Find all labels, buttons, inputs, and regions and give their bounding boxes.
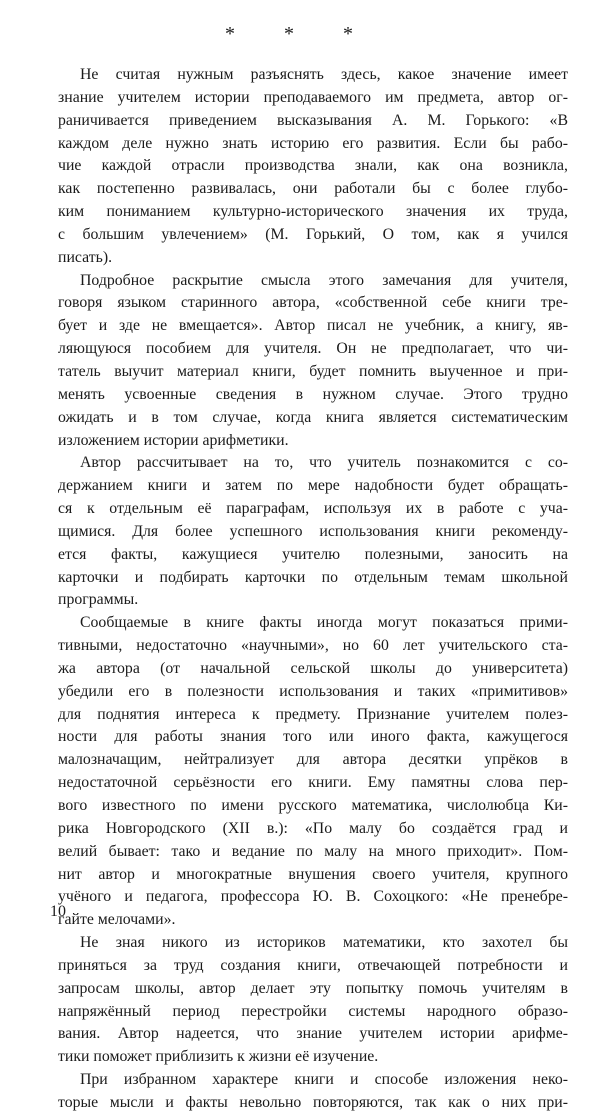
text-line: тивными, недостаточно «научными», но 60 лет учительского ста- (58, 637, 568, 655)
text-line: Сообщаемые в книге факты иногда могут показаться прими- (80, 614, 568, 632)
text-line: говоря языком старинного автора, «собственной себе книги тре- (58, 294, 568, 312)
text-line: Автор рассчитывает на то, что учитель познакомится с со- (80, 454, 568, 472)
text-line: знание учителем истории преподаваемого им предмета, автор ог- (58, 88, 568, 106)
text-line: недостаточной серьёзности его книги. Ему памятны слова пер- (58, 774, 568, 792)
text-line: запросам школы, автор делает эту попытку помочь учителям в (58, 979, 568, 997)
text-line: раничивается приведением высказывания А. М. Горького: «В (58, 111, 568, 129)
text-line: напряжённый период перестройки системы народного образо- (58, 1002, 568, 1020)
text-line: для поднятия интереса к предмету. Признание учителем полез- (58, 705, 568, 723)
text-line: ся к отдельным её параграфам, используя их в работе с уча- (58, 500, 568, 518)
text-line: гайте мелочами». (58, 911, 176, 929)
text-line: Подробное раскрытие смысла этого замечания для учителя, (80, 271, 568, 289)
text-line: ким пониманием культурно-исторического значения их труда, (58, 203, 568, 221)
text-line: бует и зде не вмещается». Автор писал не учебник, а книгу, яв- (58, 317, 568, 335)
text-line: малозначащим, нейтрализует для автора десятки упрёков в (58, 751, 568, 769)
text-line: тики поможет приблизить к жизни её изучение. (58, 1048, 379, 1066)
text-line: вания. Автор надеется, что знание учителем истории арифме- (58, 1025, 568, 1043)
text-line: учёного и педагога, профессора Ю. В. Сохоцкого: «Не пренебре- (58, 888, 568, 906)
text-line: Не зная никого из историков математики, кто захотел бы (80, 934, 568, 952)
text-line: жа автора (от начальной сельской школы до университета) (58, 659, 568, 677)
text-line: ожидать и в том случае, когда книга является систематическим (58, 408, 568, 426)
text-line: нит автор и многократные внушения своего учителя, крупного (58, 865, 568, 883)
text-line: рика Новгородского (XII в.): «По малу бо создаётся град и (58, 819, 568, 837)
text-line: торые мысли и факты невольно повторяются, так как о них при- (58, 1093, 568, 1111)
text-line: писать). (58, 248, 113, 266)
text-line: изложением истории арифметики. (58, 431, 289, 449)
text-line: татель выучит материал книги, будет помнить выученное и при- (58, 362, 568, 380)
text-line: менять усвоенные сведения в нужном случае. Этого трудно (58, 385, 568, 403)
text-line: вого известного по имени русского математика, числолюбца Ки- (58, 797, 568, 814)
text-line: Не считая нужным разъяснять здесь, какое значение имеет (80, 66, 568, 83)
text-line: карточки и подбирать карточки по отдельным темам школьной (58, 568, 568, 586)
text-line: как постепенно развивалась, они работали бы с более глубо- (58, 180, 568, 198)
text-line: программы. (58, 591, 139, 609)
text-line: каждом деле нужно знать историю его развития. Если бы рабо- (58, 134, 568, 152)
text-line: При избранном характере книги и способе изложения неко- (80, 1071, 568, 1089)
text-line: с большим увлечением» (М. Горький, О том, как я учился (58, 225, 568, 243)
text-line: ется факты, кажущиеся учителю полезными, заносить на (58, 545, 568, 563)
body-text (58, 64, 568, 1115)
section-separator: * * * (225, 23, 375, 45)
page-number: 10 (50, 903, 66, 920)
text-line: убедили его в полезности использования и таких «примитивов» (58, 682, 568, 700)
text-line: приняться за труд создания книги, отвечающей потребности и (58, 956, 568, 974)
text-line: держанием книги и затем по мере надобности будет обращать- (58, 477, 568, 495)
text-line: щимися. Для более успешного использования книги рекоменду- (58, 522, 568, 540)
text-line: чие каждой отрасли производства знали, как она возникла, (58, 157, 568, 175)
text-line: велий бывает: тако и ведание по малу на много приходит». Пом- (58, 842, 568, 860)
text-line: ности для работы знания того или иного факта, кажущегося (58, 728, 568, 746)
text-line: ляющуюся пособием для учителя. Он не предполагает, что чи- (58, 340, 568, 358)
